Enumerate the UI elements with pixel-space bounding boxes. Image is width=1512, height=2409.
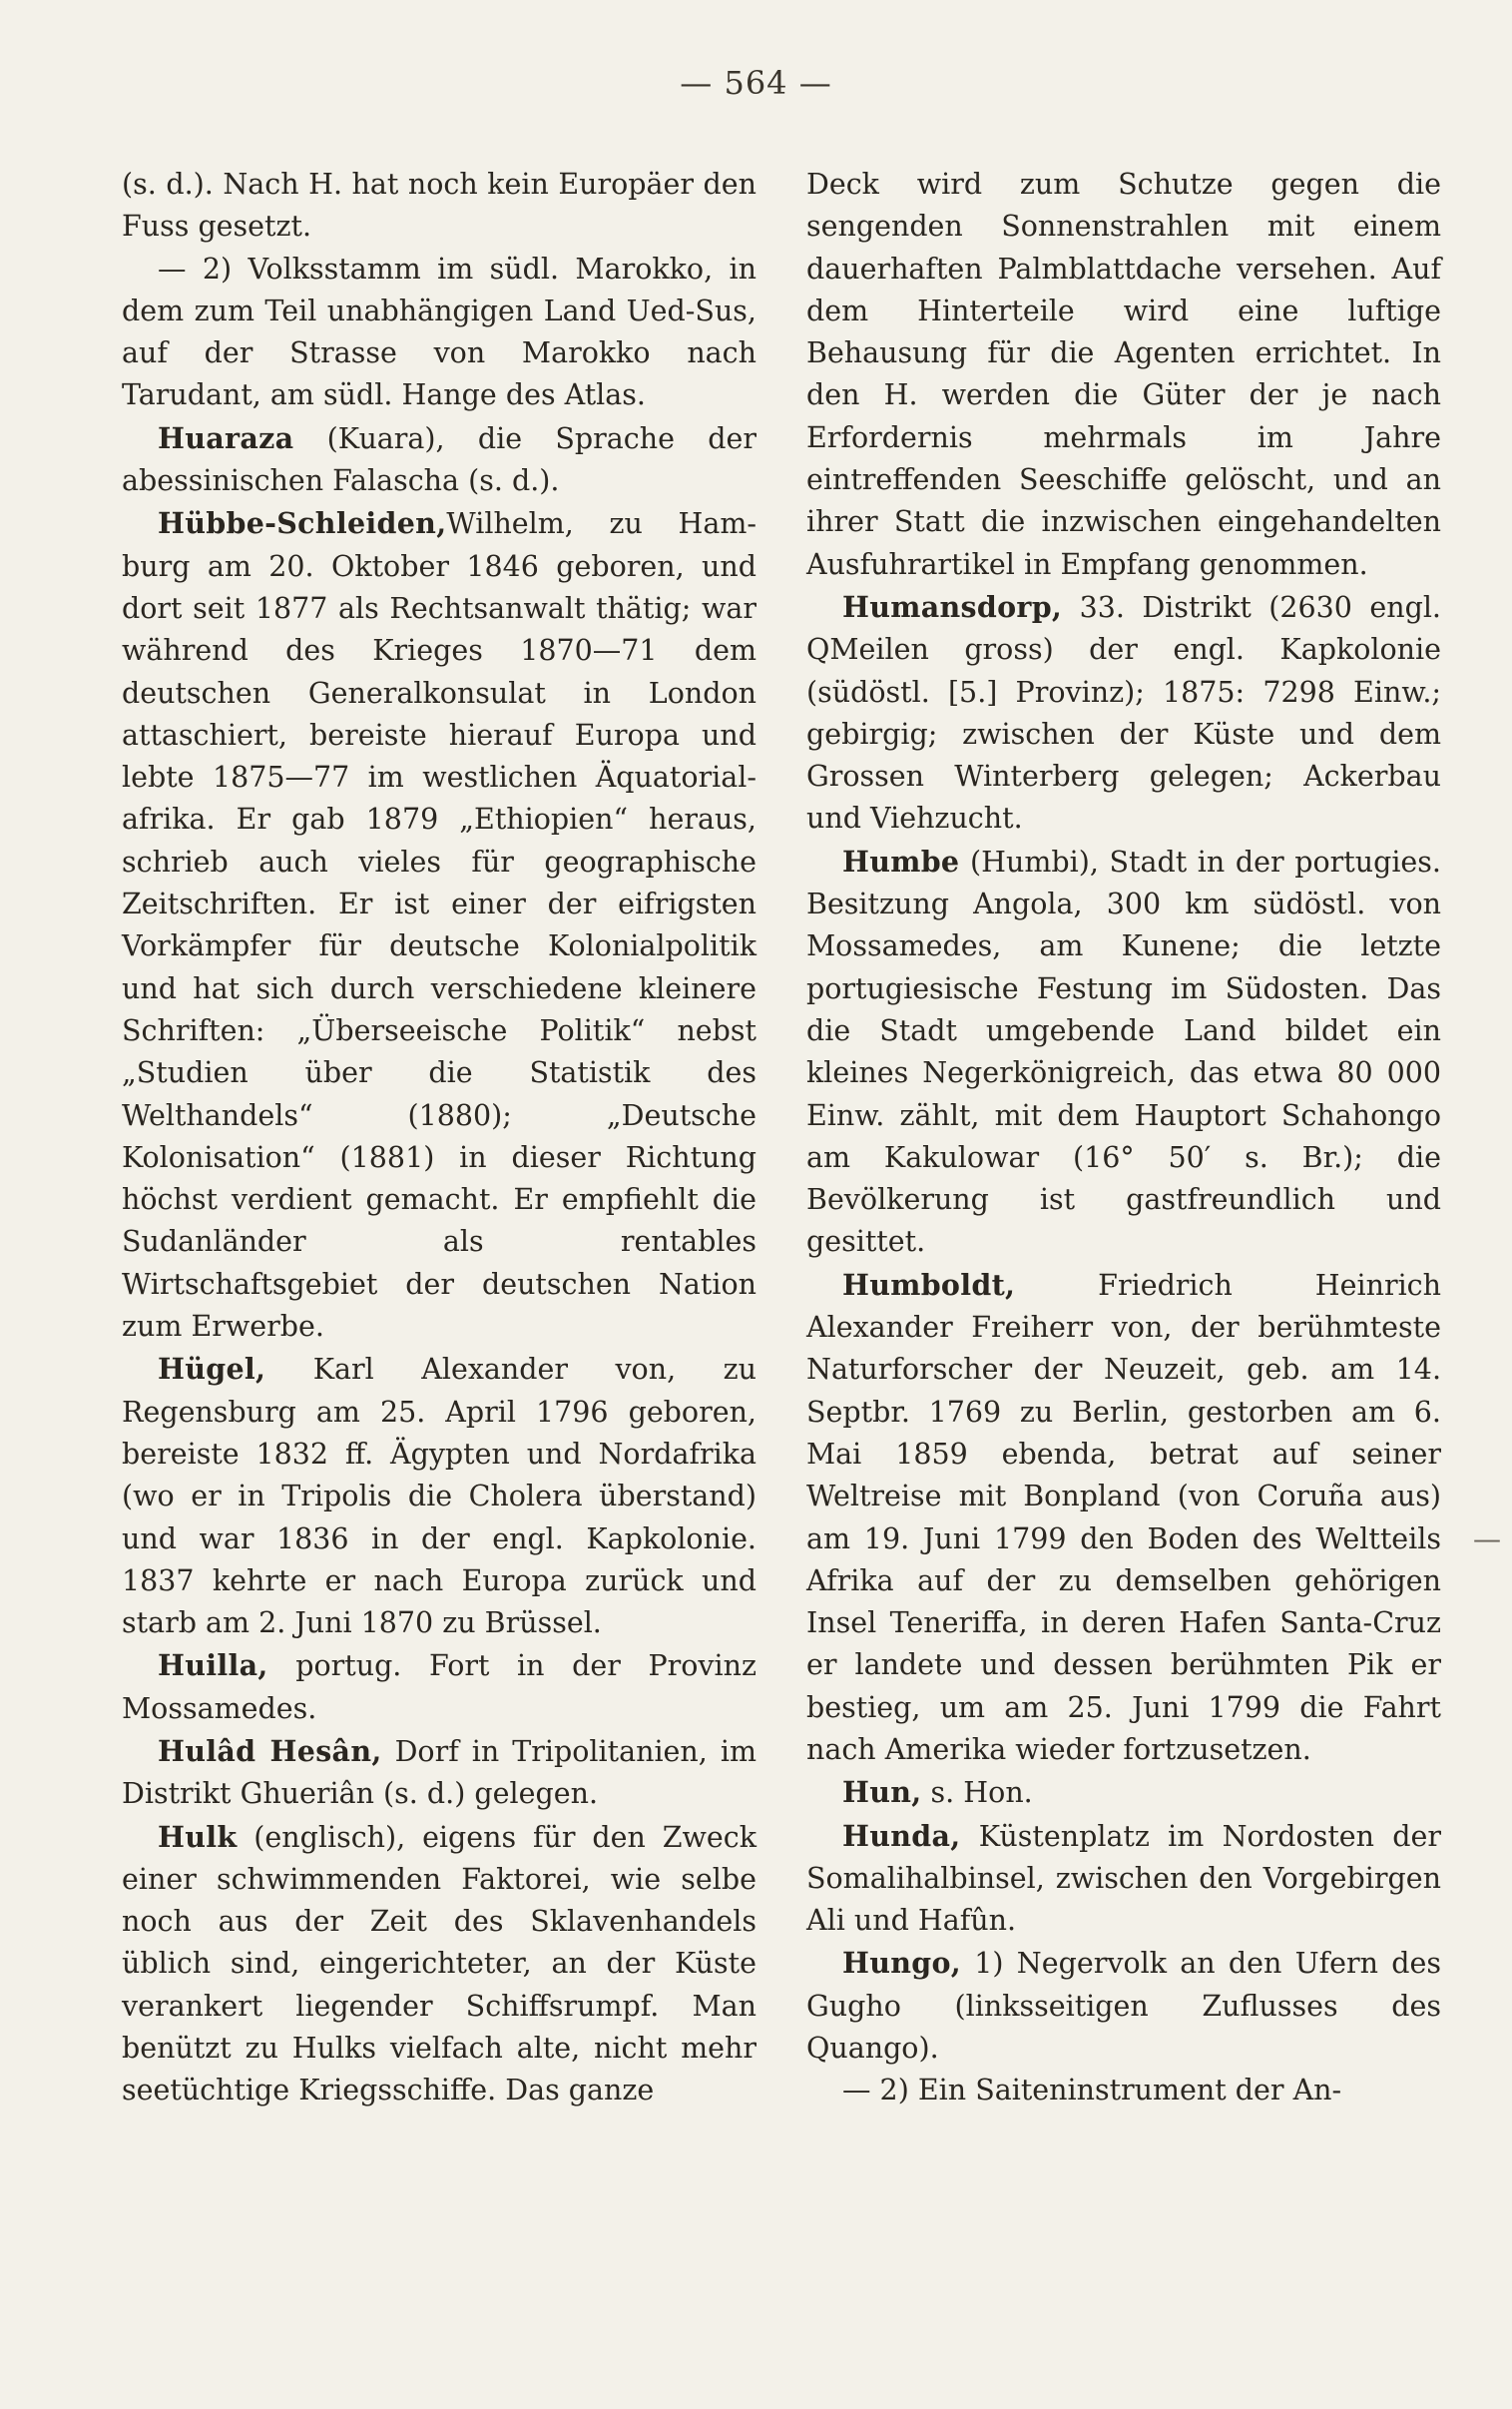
margin-mark: —: [1473, 1522, 1501, 1555]
entry: Hun, s. Hon.: [842, 1775, 1033, 1810]
paragraph: — 2) Ein Saiteninstrument der An-: [842, 2074, 1342, 2108]
page-number: — 564 —: [680, 64, 832, 102]
headword: Hun,: [842, 1775, 922, 1810]
entry: Huaraza (Kuara), die Sprache der abessinischen Falascha (s. d.).: [122, 420, 756, 498]
entry: Hungo, 1) Negervolk an den Ufern des Gugho (linksseitigen Zuflusses des Quango).: [806, 1946, 1441, 2066]
headword: Humansdorp,: [842, 589, 1063, 624]
paragraph: (s. d.). Nach H. hat noch kein Europäer den Fuss gesetzt.: [122, 168, 756, 244]
entry: Hulâd Hesân, Dorf in Tripolitanien, im Distrikt Ghueriân (s. d.) gelegen.: [122, 1733, 756, 1811]
headword: Hungo,: [842, 1946, 962, 1981]
entry: Huilla, portug. Fort in der Provinz Mossamedes.: [122, 1648, 756, 1725]
right-column: [806, 164, 1441, 2112]
headword: Hulk: [158, 1819, 238, 1854]
entry: Hügel, Karl Alexander von, zu Regensburg am 25. April 1796 geboren, bereiste 1832 ff. Ägypten und Nordafrika (wo er in Tripolis die Cholera überstand) und war 1836 in der engl. Kapkolonie. 1837 kehrte er nach Europa zurück und starb am 2. Juni 1870 zu Brüssel.: [122, 1352, 756, 1640]
headword: Huaraza: [158, 420, 294, 455]
paragraph: — 2) Volksstamm im südl. Marokko, in dem zum Teil unabhängigen Land Ued-Sus, auf der Strasse von Marokko nach Tarudant, am südl. Hange des Atlas.: [122, 252, 756, 412]
entry: Humansdorp, 33. Distrikt (2630 engl. QMeilen gross) der engl. Kapkolonie (südöstl. [5.] Provinz); 1875: 7298 Einw.; gebirgig; zwischen der Küste und dem Grossen Winterberg gelegen; Ackerbau und Viehzucht.: [806, 589, 1441, 836]
headword: Hunda,: [842, 1818, 961, 1853]
headword: Humbe: [842, 844, 960, 879]
entry: Humbe (Humbi), Stadt in der portugies. Besitzung Angola, 300 km südöstl. von Mossamedes, am Kunene; die letzte portugiesische Festung im Südosten. Das die Stadt umgebende Land bildet ein kleines Negerkönigreich, das etwa 80 000 Einw. zählt, mit dem Hauptort Schahongo am Kakulowar (16° 50′ s. Br.); die Bevölkerung ist gastfreundlich und gesittet.: [806, 844, 1441, 1259]
entry: Humboldt, Friedrich Heinrich Alexander Freiherr von, der berühmteste Naturforscher der Neuzeit, geb. am 14. Septbr. 1769 zu Berlin, gestorben am 6. Mai 1859 ebenda, betrat auf seiner Weltreise mit Bonpland (von Coruña aus) am 19. Juni 1799 den Boden des Weltteils Afrika auf der zu demselben gehörigen Insel Teneriffa, in deren Hafen Santa-Cruz er landete und dessen berühmten Pik er bestieg, um am 25. Juni 1799 die Fahrt nach Amerika wieder fortzusetzen.: [806, 1267, 1441, 1766]
headword: Hübbe-Schleiden,: [158, 506, 447, 541]
entry: Hübbe-Schleiden,Wilhelm, zu Hamburg am 20. Oktober 1846 geboren, und dort seit 1877 als Rechtsanwalt thätig; war während des Krieges 1870—71 dem deutschen Generalkonsulat in London attaschiert, bereiste hierauf Europa und lebte 1875—77 im westlichen Äquatorialafrika. Er gab 1879 „Ethiopien“ heraus, schrieb auch vieles für geographische Zeitschriften. Er ist einer der eifrigsten Vorkämpfer für deutsche Kolonialpolitik und hat sich durch verschiedene kleinere Schriften: „Überseeische Politik“ nebst „Studien über die Statistik des Welthandels“ (1880); „Deutsche Kolonisation“ (1881) in dieser Richtung höchst verdient gemacht. Er empfiehlt die Sudanländer als rentables Wirtschaftsgebiet der deutschen Nation zum Erwerbe.: [122, 506, 756, 1344]
entry: Hunda, Küstenplatz im Nordosten der Somalihalbinsel, zwischen den Vorgebirgen Ali und Hafûn.: [806, 1818, 1441, 1938]
left-column: [122, 164, 756, 2112]
headword: Hulâd Hesân,: [158, 1733, 382, 1768]
headword: Huilla,: [158, 1648, 268, 1683]
paragraph: Deck wird zum Schutze gegen die sengenden Sonnenstrahlen mit einem dauerhaften Palmblattdache versehen. Auf dem Hinterteile wird eine luftige Behausung für die Agenten errichtet. In den H. werden die Güter der je nach Erfordernis mehrmals im Jahre eintreffenden Seeschiffe gelöscht, und an ihrer Statt die inzwischen eingehandelten Ausfuhrartikel in Empfang genommen.: [806, 168, 1441, 581]
headword: Humboldt,: [842, 1267, 1016, 1302]
headword: Hügel,: [158, 1352, 266, 1387]
entry: Hulk (englisch), eigens für den Zweck einer schwimmenden Faktorei, wie selbe noch aus der Zeit des Sklavenhandels üblich sind, eingerichteter, an der Küste verankert liegender Schiffsrumpf. Man benützt zu Hulks vielfach alte, nicht mehr seetüchtige Kriegsschiffe. Das ganze: [122, 1819, 756, 2108]
